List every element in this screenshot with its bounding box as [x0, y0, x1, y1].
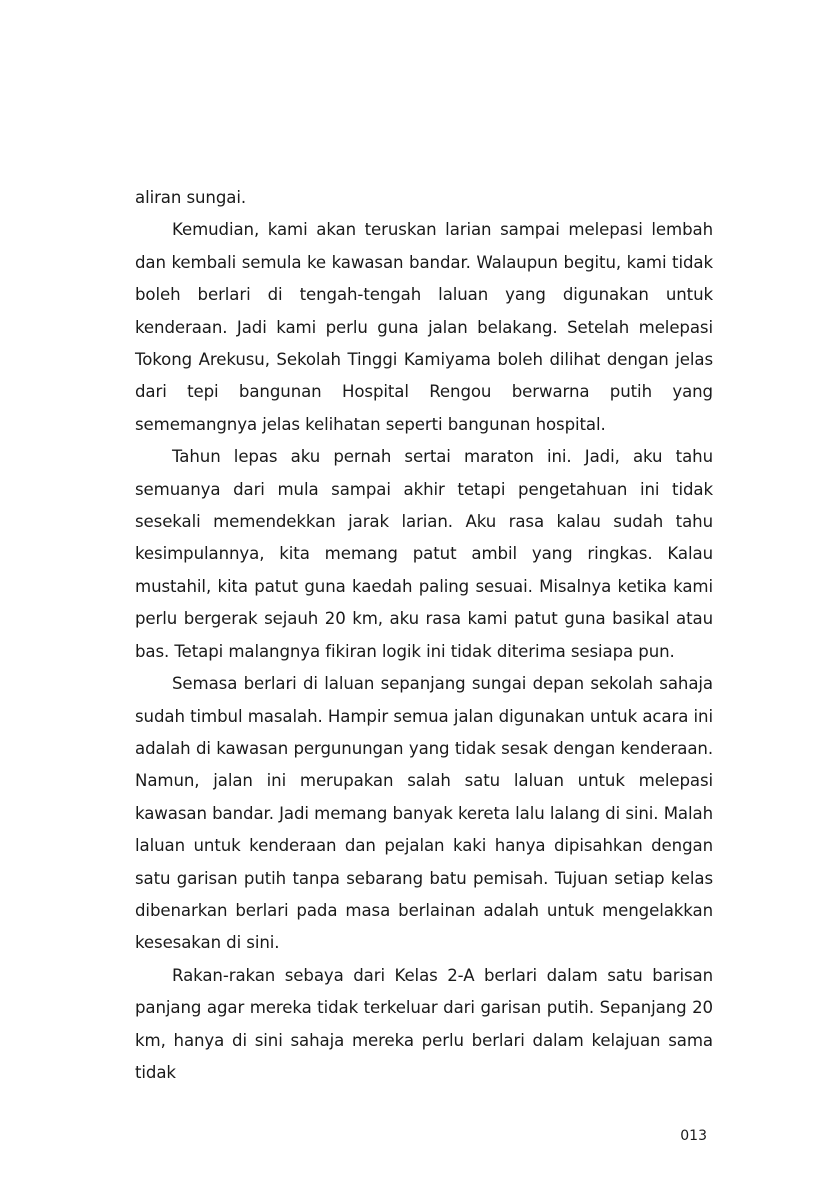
paragraph: Semasa berlari di laluan sepanjang sungai depan sekolah sahaja sudah timbul masalah. Hampir semua jalan digunakan untuk acara ini adalah di kawasan pergunungan yang tidak sesak dengan kenderaan. Namun, jalan ini merupakan salah satu laluan untuk melepasi kawasan bandar. Jadi memang banyak kereta lalu lalang di sini. Malah laluan untuk kenderaan dan pejalan kaki hanya dipisahkan dengan satu garisan putih tanpa sebarang batu pemisah. Tujuan setiap kelas dibenarkan berlari pada masa berlainan adalah untuk mengelakkan kesesakan di sini. — [135, 674, 713, 953]
paragraph: Kemudian, kami akan teruskan larian sampai melepasi lembah dan kembali semula ke kawasan bandar. Walaupun begitu, kami tidak boleh berlari di tengah-tengah laluan yang digunakan untuk kenderaan. Jadi kami perlu guna jalan belakang. Setelah melepasi Tokong Arekusu, Sekolah Tinggi Kamiyama boleh dilihat dengan jelas dari tepi bangunan Hospital Rengou berwarna putih yang sememangnya jelas kelihatan seperti bangunan hospital. — [135, 220, 713, 434]
paragraph-continuation: aliran sungai. — [135, 188, 247, 207]
paragraph: Tahun lepas aku pernah sertai maraton ini. Jadi, aku tahu semuanya dari mula sampai akhir tetapi pengetahuan ini tidak sesekali memendekkan jarak larian. Aku rasa kalau sudah tahu kesimpulannya, kita memang patut ambil yang ringkas. Kalau mustahil, kita patut guna kaedah paling sesuai. Misalnya ketika kami perlu bergerak sejauh 20 km, aku rasa kami patut guna basikal atau bas. Tetapi malangnya fikiran logik ini tidak diterima sesiapa pun. — [135, 447, 713, 661]
paragraph: Rakan-rakan sebaya dari Kelas 2-A berlari dalam satu barisan panjang agar mereka tidak terkeluar dari garisan putih. Sepanjang 20 km, hanya di sini sahaja mereka perlu berlari dalam kelajuan sama tidak — [135, 965, 713, 1082]
body-text — [135, 182, 713, 1089]
page-number: 013 — [680, 1128, 707, 1144]
